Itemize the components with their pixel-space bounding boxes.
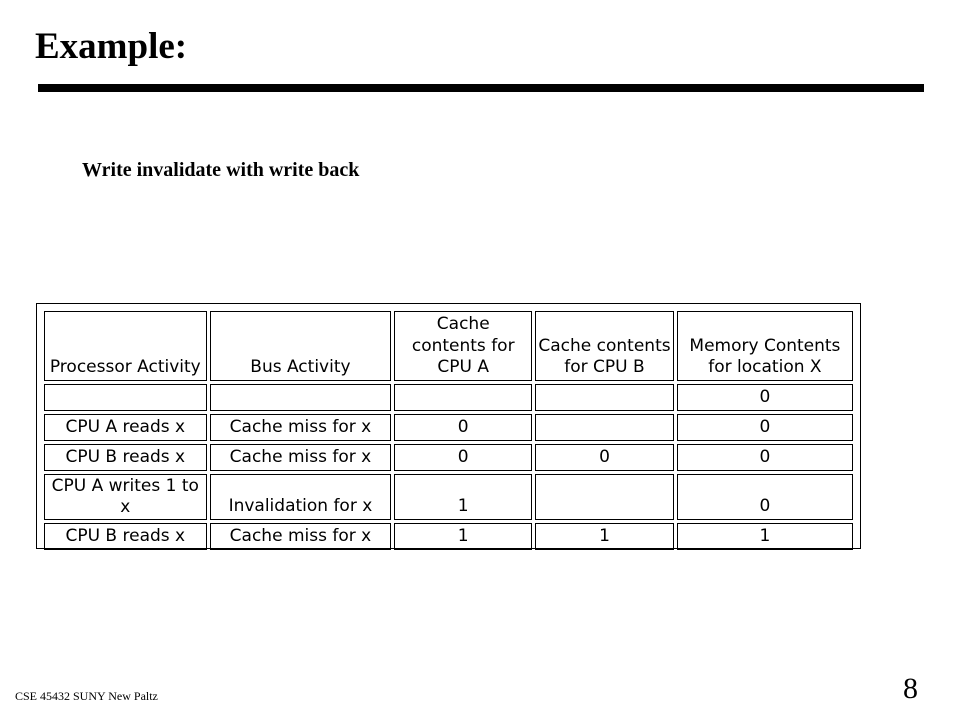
cell-cache-cpu-a: 0 bbox=[394, 414, 532, 441]
cell-cache-cpu-a: 0 bbox=[394, 444, 532, 471]
cell-cache-cpu-b: 1 bbox=[535, 523, 674, 550]
cell-processor-activity: CPU A reads x bbox=[44, 414, 207, 441]
page-number: 8 bbox=[903, 672, 918, 705]
cell-cache-cpu-a: 1 bbox=[394, 474, 532, 520]
cell-processor-activity: CPU B reads x bbox=[44, 444, 207, 471]
cell-cache-cpu-a bbox=[394, 384, 532, 411]
coherence-table-frame bbox=[36, 303, 861, 549]
cell-memory-x: 0 bbox=[677, 414, 853, 441]
slide-title: Example: bbox=[35, 26, 188, 67]
cell-bus-activity: Cache miss for x bbox=[210, 414, 392, 441]
cell-cache-cpu-a: 1 bbox=[394, 523, 532, 550]
cell-cache-cpu-b: 0 bbox=[535, 444, 674, 471]
table-row bbox=[44, 474, 853, 520]
table-row bbox=[44, 444, 853, 471]
header-bus-activity: Bus Activity bbox=[210, 311, 392, 381]
cell-bus-activity: Invalidation for x bbox=[210, 474, 392, 520]
cell-bus-activity: Cache miss for x bbox=[210, 444, 392, 471]
table-row bbox=[44, 414, 853, 441]
table-row bbox=[44, 523, 853, 550]
cell-processor-activity bbox=[44, 384, 207, 411]
cell-memory-x: 1 bbox=[677, 523, 853, 550]
slide-subtitle: Write invalidate with write back bbox=[82, 159, 360, 181]
cell-memory-x: 0 bbox=[677, 474, 853, 520]
slide-footer: CSE 45432 SUNY New Paltz bbox=[15, 689, 158, 703]
title-divider bbox=[38, 84, 924, 92]
cell-bus-activity bbox=[210, 384, 392, 411]
header-memory-x: Memory Contents for location X bbox=[677, 311, 853, 381]
table-header-row bbox=[44, 311, 853, 381]
cell-cache-cpu-b bbox=[535, 414, 674, 441]
header-cache-cpu-a: Cache contents for CPU A bbox=[394, 311, 532, 381]
coherence-table bbox=[41, 308, 856, 553]
cell-processor-activity: CPU B reads x bbox=[44, 523, 207, 550]
header-cache-cpu-b: Cache contents for CPU B bbox=[535, 311, 674, 381]
cell-bus-activity: Cache miss for x bbox=[210, 523, 392, 550]
table-row bbox=[44, 384, 853, 411]
header-processor-activity: Processor Activity bbox=[44, 311, 207, 381]
cell-cache-cpu-b bbox=[535, 474, 674, 520]
cell-processor-activity: CPU A writes 1 to x bbox=[44, 474, 207, 520]
cell-memory-x: 0 bbox=[677, 384, 853, 411]
cell-memory-x: 0 bbox=[677, 444, 853, 471]
cell-cache-cpu-b bbox=[535, 384, 674, 411]
